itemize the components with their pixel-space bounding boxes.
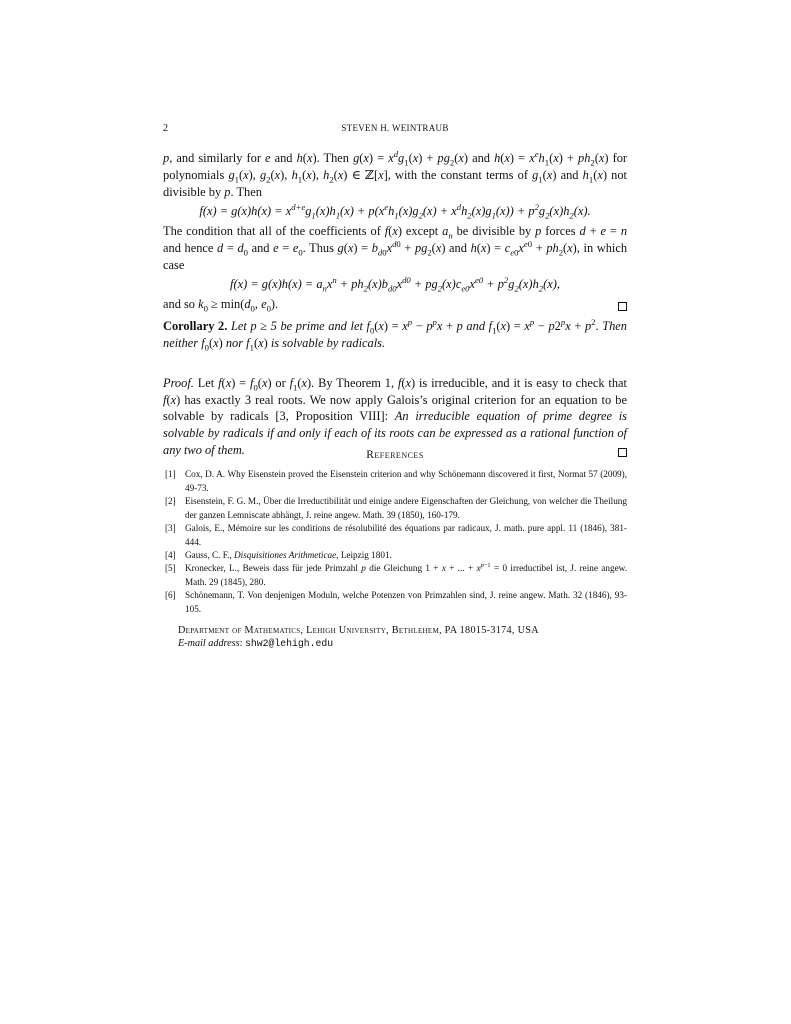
reference-item: [2] Eisenstein, F. G. M., Über die Irreductibilität und einige andere Eigenschaften der Gleichung, von welcher die Theilung der ganzen Lemniscate abhängt, J. reine angew. Math. 39 (1850), 160-179. (165, 496, 627, 520)
corollary-2: Corollary 2. Let p ≥ 5 be prime and let $f_0(x) = x^p - p^px + p$ and $f_1(x) = x^p - p2^px + p^2$. Then neither $f_0(x)$ nor $f_1(x)$ is solvable by radicals. (163, 316, 627, 353)
paragraph-condition: The condition that all of the coefficients of f(x) except $a_n$ be divisible by p forces d + e = n and hence $d = d_0$ and $e = e_0$. Thus $g(x) = b_{d0}x^{d0} + pg_2(x)$ and $h(x) = c_{e0}x^{e0} + ph_2(x)$, in which case (163, 224, 628, 272)
corollary-label: Corollary 2. (163, 319, 228, 333)
conclusion-line: and so $k_0 \ge \min(d_0$, $e_0$). (163, 296, 627, 313)
reference-item: [1] Cox, D. A. Why Eisenstein proved the Eisenstein criterion and why Schönemann discovered it first, Normat 57 (2009), 49-73. (165, 469, 627, 493)
reference-item: [5] Kronecker, L., Beweis dass für jede Primzahl p die Gleichung 1 + x + ... + $x^{p-1} = 0$ irreductibel ist, J. reine angew. Math. 29 (1845), 280. (165, 561, 627, 587)
paragraph-intro: p, and similarly for e and h(x). Then $g(x) = x^dg_1(x) + pg_2(x)$ and $h(x) = x^eh_1(x) + ph_2(x)$ for polynomials $g_1(x)$, $g_2(x)$, $h_1(x)$, $h_2(x)$ ∈ ℤ[x], with the constant terms of $g_1(x)$ and $h_1(x)$ not divisible by p. Then (163, 148, 628, 199)
equation-factorization: $f(x) = g(x)h(x) = x^{d+e}g_1(x)h_1(x) + p(x^eh_1(x)g_2(x) + x^dh_2(x)g_1(x)) + p^2g_2(x)h_2(x)$. (199, 201, 591, 221)
email-link[interactable]: shw2@lehigh.edu (244, 638, 334, 649)
author-email: E-mail address: shw2@lehigh.edu (178, 638, 334, 649)
references-heading: References (366, 449, 424, 461)
proof-block: Proof. Let $f(x) = f_0(x)$ or $f_1(x)$. By Theorem 1, f(x) is irreducible, and it is easy to check that f(x) has exactly 3 real roots. We now apply Galois’s original criterion for an equation to be solvable by radicals [3, Proposition VIII]: An irreducible equation of prime degree is solvable by radicals if and only if each of its roots can be expressed as a rational function of any two of them. (163, 375, 627, 457)
author-affiliation: Department of Mathematics, Lehigh University, Bethlehem, PA 18015-3174, USA (178, 625, 539, 636)
reference-item: [4] Gauss, C. F., Disquisitiones Arithmeticae, Leipzig 1801. (165, 550, 392, 560)
reference-item: [6] Schönemann, T. Von denjenigen Moduln, welche Potenzen von Primzahlen sind, J. reine angew. Math. 32 (1846), 93-105. (165, 590, 627, 614)
running-title: STEVEN H. WEINTRAUB (341, 123, 449, 133)
reference-item: [3] Galois, E., Mémoire sur les conditions de résolubilité des équations par radicaux, J. math. pure appl. 11 (1846), 381-444. (165, 523, 627, 547)
page-number: 2 (163, 123, 168, 134)
galois-criterion: An irreducible equation of prime degree is solvable by radicals if and only if each of its roots can be expressed as a rational function of any two of them. (163, 409, 627, 457)
proof-label: Proof. (163, 375, 194, 390)
qed-box-icon (618, 302, 627, 311)
equation-expansion: $f(x) = g(x)h(x) = a_nx^n + ph_2(x)b_{d0}x^{d0} + pg_2(x)c_{e0}x^{e0} + p^2g_2(x)h_2(x)$, (230, 274, 560, 294)
